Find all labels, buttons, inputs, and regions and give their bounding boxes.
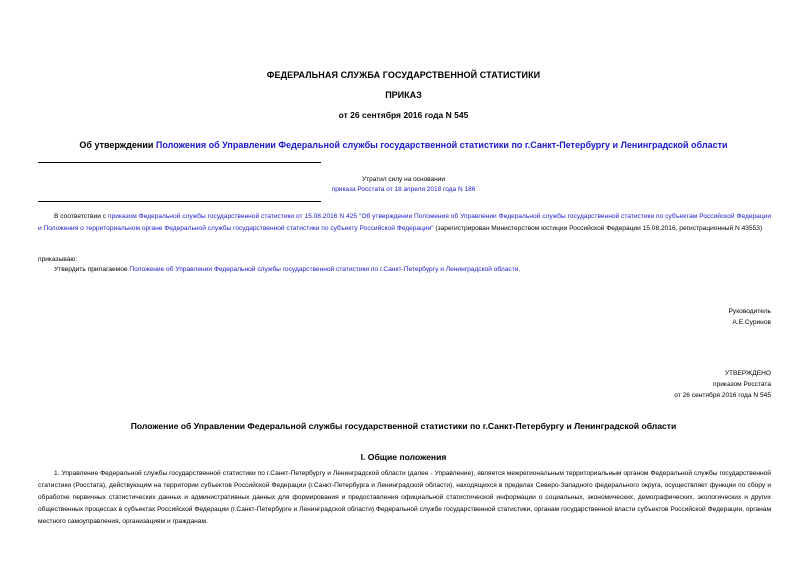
preamble-order-link[interactable]: приказом Федеральной службы государственной статистики от 15.08.2016 N 425 "Об утверждении Положения об Управлении Федеральной службы государственной статистики по субъектам Российской Федерации и Положения о территориальном органе Федеральной службы государственной статистики по субъекту Российской Федерации": [38, 213, 771, 232]
regulation-title: Положение об Управлении Федеральной службы государственной статистики по г.Санкт-Петербургу и Ленинградской области: [130, 421, 677, 431]
divider-top: [38, 162, 321, 163]
approval-line-1: УТВЕРЖДЕНО: [724, 370, 771, 377]
document-type: ПРИКАЗ: [385, 90, 422, 100]
lost-force-link[interactable]: приказа Росстата от 18 апреля 2018 года N 186: [331, 186, 476, 193]
regulation-paragraph-1: 1. Управление Федеральной службы государственной статистики по г.Санкт-Петербургу и Ленинградской области (далее - Управление), является межрегиональным территориальным органом Федеральной службы государственной статистики (Росстата), действующим на территории субъектов Российской Федерации (г.Санкт-Петербурга и Ленинградской области), находящихся в пределах Северо-Западного федерального округа, осуществляет функции по сбору и обработке первичных статистических данных и административных данных для формирования и предоставления официальной статистической информации о социальных, экономических, демографических, экологических и других общественных процессах в субъектах Российской Федерации (г.Санкт-Петербурге и Ленинградской области) Федеральной службе государственной статистики, органам государственной власти субъектов Российской Федерации, органам местного самоуправления, организациям и гражданам.: [38, 470, 771, 525]
title-link[interactable]: Положения об Управлении Федеральной службы государственной статистики по г.Санкт-Петербургу и Ленинградской области: [155, 140, 728, 150]
lost-force-link-line: [0, 186, 807, 193]
title-prefix: Об утверждении: [79, 140, 156, 150]
signature-block: [729, 306, 771, 328]
document-date-number: от 26 сентября 2016 года N 545: [338, 110, 469, 120]
order-text-start: Утвердить прилагаемое: [54, 266, 130, 273]
preamble-text-end: (зарегистрирован Министерством юстиции Российской Федерации 15.08.2016, регистрационный N 43553): [433, 225, 763, 232]
divider-bottom: [38, 201, 321, 202]
approval-block: [674, 368, 771, 401]
order-text-end: .: [518, 266, 521, 273]
approval-line-3: от 26 сентября 2016 года N 545: [674, 392, 771, 399]
lost-force-note: Утратил силу на основании: [361, 176, 446, 183]
order-label: приказываю:: [38, 256, 78, 263]
document-title: [0, 140, 807, 150]
organization-heading: ФЕДЕРАЛЬНАЯ СЛУЖБА ГОСУДАРСТВЕННОЙ СТАТИСТИКИ: [266, 70, 541, 80]
approval-line-2: приказом Росстата: [713, 381, 771, 388]
order-paragraph: [38, 264, 771, 276]
preamble-text-start: В соответствии с: [54, 213, 109, 220]
section-1-title: I. Общие положения: [360, 452, 447, 462]
signature-position: Руководитель: [728, 308, 771, 315]
order-regulation-link[interactable]: Положение об Управлении Федеральной службы государственной статистики по г.Санкт-Петербургу и Ленинградской области: [129, 266, 519, 273]
preamble-paragraph: [38, 211, 771, 235]
signature-name: А.Е.Суринов: [732, 319, 771, 326]
